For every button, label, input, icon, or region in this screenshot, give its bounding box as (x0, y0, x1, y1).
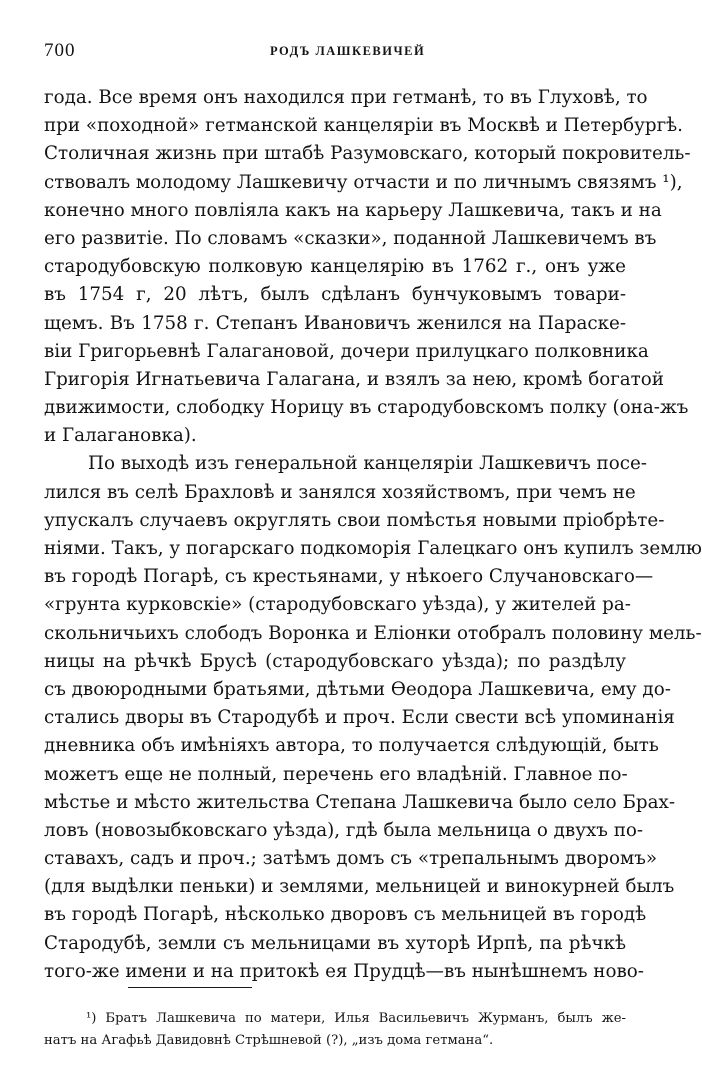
text-line: въ 1754 г, 20 лѣтъ, былъ сдѣланъ бунчуковымъ товари- (44, 284, 626, 306)
footnotes (44, 1008, 626, 1052)
text-line: въ городѣ Погарѣ, съ крестьянами, у нѣкоего Случановскаго— (44, 566, 654, 588)
page-header (40, 40, 618, 64)
text-line: конечно много повліяла какъ на карьеру Лашкевича, такъ и на (44, 199, 662, 221)
text-line: ницы на рѣчкѣ Брусѣ (стародубовскаго уѣзда); по раздѣлу (44, 650, 626, 672)
footnote-line: натъ на Агафьѣ Давидовнѣ Стрѣшневой (?), „изъ дома гетмана“. (44, 1033, 494, 1048)
text-line: ставахъ, садъ и проч.; затѣмъ домъ съ «трепальнымъ дворомъ» (44, 848, 658, 870)
text-line: щемъ. Въ 1758 г. Степанъ Ивановичъ женился на Параске- (44, 312, 626, 334)
text-line: ствовалъ молодому Лашкевичу отчасти и по личнымъ связямъ ¹), (44, 171, 683, 193)
footnote-line: ¹) Братъ Лашкевича по матери, Илья Васильевичъ Журманъ, былъ же- (86, 1011, 626, 1026)
text-line: года. Все время онъ находился при гетманѣ, то въ Глуховѣ, то (44, 87, 648, 108)
footnote-separator (128, 987, 252, 988)
text-line: съ двоюродными братьями, дѣтьми Ѳеодора Лашкевича, ему до- (44, 678, 671, 700)
text-line: ніями. Такъ, у погарскаго подкоморія Галецкаго онъ купилъ землю (44, 538, 702, 559)
text-line: віи Григорьевнѣ Галагановой, дочери прилуцкаго полковника (44, 340, 649, 362)
text-line: «грунта курковскіе» (стародубовскаго уѣзда), у жителей ра- (44, 594, 631, 616)
text-line: его развитіе. По словамъ «сказки», поданной Лашкевичемъ въ (44, 227, 657, 249)
text-line: можетъ еще не полный, перечень его владѣній. Главное по- (44, 763, 628, 785)
text-line: упускалъ случаевъ округлять свои помѣстья новыми пріобрѣте- (44, 509, 665, 531)
text-line: того-же имени и на притокѣ ея Прудцѣ—въ нынѣшнемъ ново- (44, 960, 644, 982)
text-line: лился въ селѣ Брахловѣ и занялся хозяйствомъ, при чемъ не (44, 481, 636, 503)
text-line: дневника объ имѣніяхъ автора, то получается слѣдующій, быть (44, 735, 659, 757)
text-line: ловъ (новозыбковскаго уѣзда), гдѣ была мельница о двухъ по- (44, 819, 644, 841)
text-line: Столичная жизнь при штабѣ Разумовскаго, который покровитель- (44, 143, 691, 165)
body-text (44, 84, 702, 986)
text-line: Григорія Игнатьевича Галагана, и взялъ за нею, кромѣ богатой (44, 368, 664, 390)
text-line: при «походной» гетманской канцеляріи въ Москвѣ и Петербургѣ. (44, 115, 683, 137)
text-line: стародубовскую полковую канцелярію въ 1762 г., онъ уже (44, 256, 626, 278)
page-number: 700 (44, 40, 76, 61)
text-line: мѣстье и мѣсто жительства Степана Лашкевича было село Брах- (44, 791, 676, 813)
text-line: движимости, слободку Норицу въ стародубовскомъ полку (она-жъ (44, 397, 689, 419)
text-line: Стародубѣ, земли съ мельницами въ хуторѣ Ирпѣ, па рѣчкѣ (44, 932, 626, 954)
text-line: скольничьихъ слободъ Воронка и Еліонки отобралъ половину мель- (44, 622, 702, 644)
text-line: По выходѣ изъ генеральной канцеляріи Лашкевичъ посе- (88, 453, 647, 475)
text-line: въ городѣ Погарѣ, нѣсколько дворовъ съ мельницей въ городѣ (44, 904, 647, 926)
running-title: РОДЪ ЛАШКЕВИЧЕЙ (270, 44, 426, 58)
text-line: (для выдѣлки пеньки) и землями, мельницей и винокурней былъ (44, 876, 675, 898)
text-line: и Галагановка). (44, 425, 197, 447)
text-line: стались дворы въ Стародубѣ и проч. Если свести всѣ упоминанія (44, 707, 675, 729)
